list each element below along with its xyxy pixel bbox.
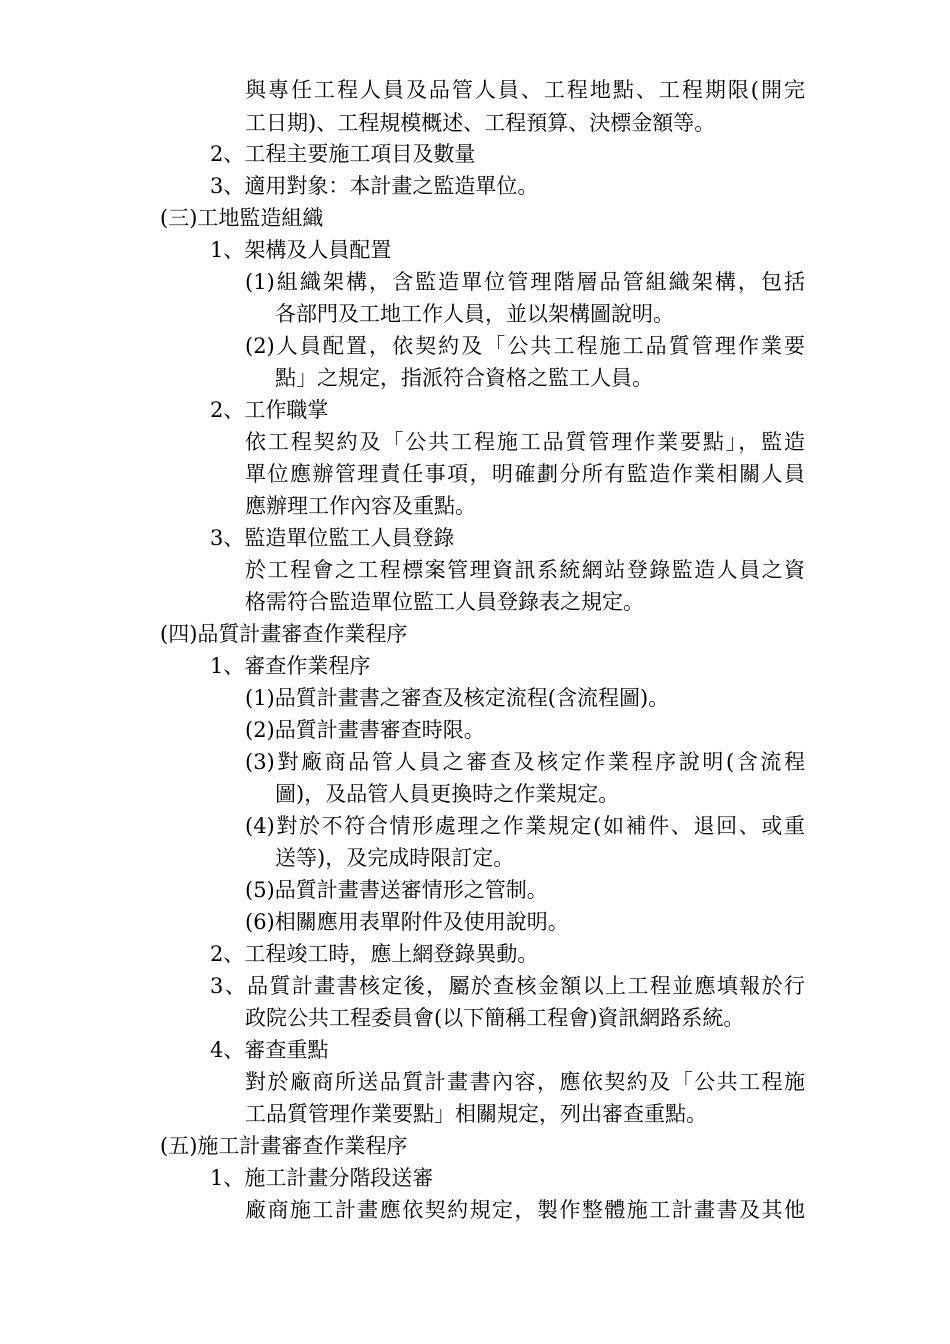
list-item-heading: 2、工作職掌 (210, 398, 329, 422)
text-line: 圖)，及品管人員更換時之作業規定。 (275, 782, 620, 806)
text-line: (2)人員配置，依契約及「公共工程施工品質管理作業要 (245, 334, 805, 358)
text-line: 於工程會之工程標案管理資訊系統網站登錄監造人員之資 (245, 558, 805, 582)
text-line: 依工程契約及「公共工程施工品質管理作業要點」，監造 (245, 430, 805, 454)
list-item-heading: 3、監造單位監工人員登錄 (210, 526, 455, 550)
text-line: 工日期)、工程規模概述、工程預算、決標金額等。 (245, 111, 716, 135)
text-line: (1)組織架構，含監造單位管理階層品管組織架構，包括 (245, 270, 805, 294)
list-item-heading: 3、品質計畫書核定後，屬於查核金額以上工程並應填報於行 (210, 974, 805, 998)
list-item-heading: 3、適用對象：本計畫之監造單位。 (210, 174, 539, 198)
text-line: (5)品質計畫書送審情形之管制。 (245, 878, 548, 902)
text-line: (2)品質計畫書審查時限。 (245, 718, 485, 742)
section-heading: (五)施工計畫審查作業程序 (160, 1134, 408, 1158)
text-line: (6)相關應用表單附件及使用說明。 (245, 910, 569, 934)
text-line: (3)對廠商品管人員之審查及核定作業程序說明(含流程 (245, 750, 805, 774)
list-item-heading: 4、審查重點 (210, 1038, 329, 1062)
list-item-heading: 2、工程竣工時，應上網登錄異動。 (210, 942, 539, 966)
text-line: 政院公共工程委員會(以下簡稱工程會)資訊網路系統。 (245, 1006, 745, 1030)
text-line: 格需符合監造單位監工人員登錄表之規定。 (245, 590, 644, 614)
list-item-heading: 1、架構及人員配置 (210, 238, 392, 262)
text-line: 各部門及工地工作人員，並以架構圖說明。 (275, 302, 674, 326)
text-line: 工品質管理作業要點」相關規定，列出審查重點。 (245, 1102, 707, 1126)
text-line: (4)對於不符合情形處理之作業規定(如補件、退回、或重 (245, 814, 805, 838)
text-line: 點」之規定，指派符合資格之監工人員。 (275, 366, 653, 390)
text-line: 廠商施工計畫應依契約規定，製作整體施工計畫書及其他 (245, 1198, 805, 1222)
text-line: 單位應辦管理責任事項，明確劃分所有監造作業相關人員 (245, 462, 805, 486)
text-line: (1)品質計畫書之審查及核定流程(含流程圖)。 (245, 686, 670, 710)
text-line: 應辦理工作內容及重點。 (245, 494, 476, 518)
text-line: 送等)，及完成時限訂定。 (275, 846, 515, 870)
text-line: 與專任工程人員及品管人員、工程地點、工程期限(開完 (245, 78, 805, 102)
list-item-heading: 1、審查作業程序 (210, 654, 371, 678)
section-heading: (四)品質計畫審查作業程序 (160, 622, 408, 646)
section-heading: (三)工地監造組織 (160, 206, 324, 230)
list-item-heading: 1、施工計畫分階段送審 (210, 1166, 434, 1190)
list-item-heading: 2、工程主要施工項目及數量 (210, 142, 476, 166)
text-line: 對於廠商所送品質計畫書內容，應依契約及「公共工程施 (245, 1070, 805, 1094)
